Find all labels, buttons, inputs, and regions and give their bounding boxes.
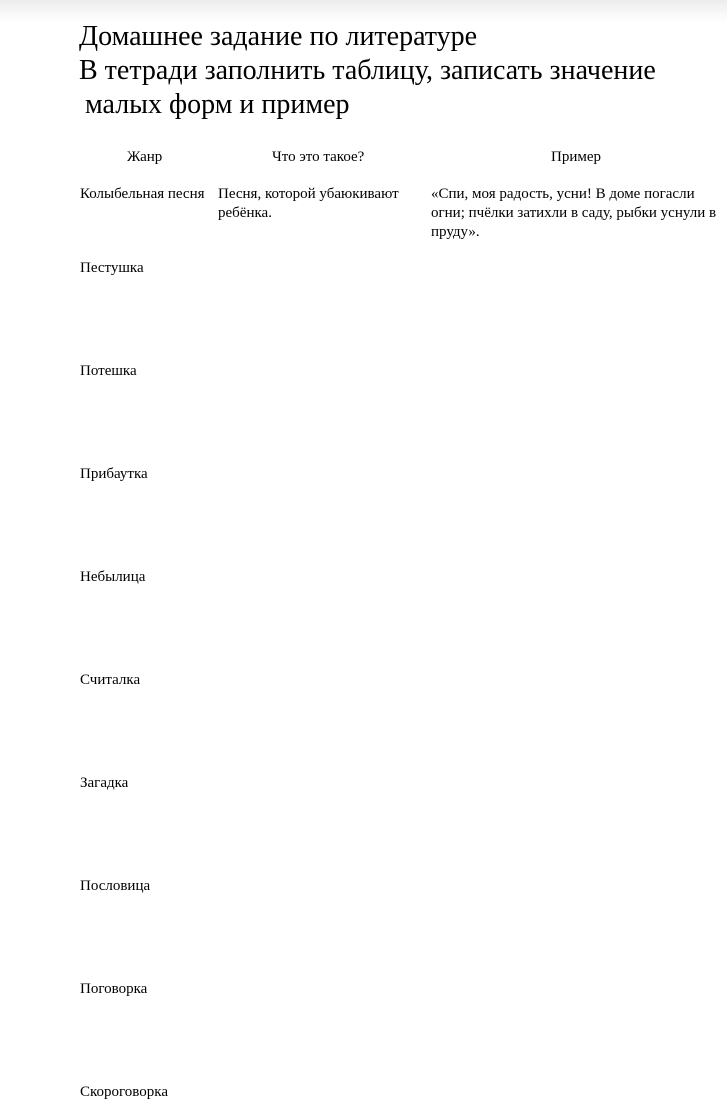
heading-line-3: малых форм и пример (85, 89, 350, 120)
column-header-example: Пример (551, 149, 602, 165)
genre-cell-skorogovorka: Скороговорка (80, 1084, 169, 1100)
heading-line-1: Домашнее задание по литературе (79, 21, 478, 52)
genre-cell-schitalka: Считалка (80, 672, 141, 688)
column-header-definition: Что это такое? (272, 149, 365, 165)
genre-cell-pestushka: Пестушка (80, 260, 144, 276)
page-top-shadow (0, 0, 727, 22)
definition-cell-lullaby: Песня, которой убаюкивают ребёнка. (218, 186, 399, 221)
genre-cell-poslovitsa: Пословица (80, 878, 151, 894)
column-header-genre: Жанр (127, 149, 163, 165)
heading-line-2: В тетради заполнить таблицу, записать значение (79, 55, 656, 86)
genre-cell-zagadka: Загадка (80, 775, 129, 791)
genre-cell-pribautka: Прибаутка (80, 466, 148, 482)
assignment-heading (79, 20, 719, 122)
genre-cell-nebylitsa: Небылица (80, 569, 146, 585)
example-cell-lullaby: «Спи, моя радость, усни! В доме погасли огни; пчёлки затихли в саду, рыбки уснули в пруду». (431, 186, 717, 240)
genre-cell-pogovorka: Поговорка (80, 981, 148, 997)
genre-cell-poteshka: Потешка (80, 363, 137, 379)
genre-cell-lullaby: Колыбельная песня (80, 186, 205, 202)
